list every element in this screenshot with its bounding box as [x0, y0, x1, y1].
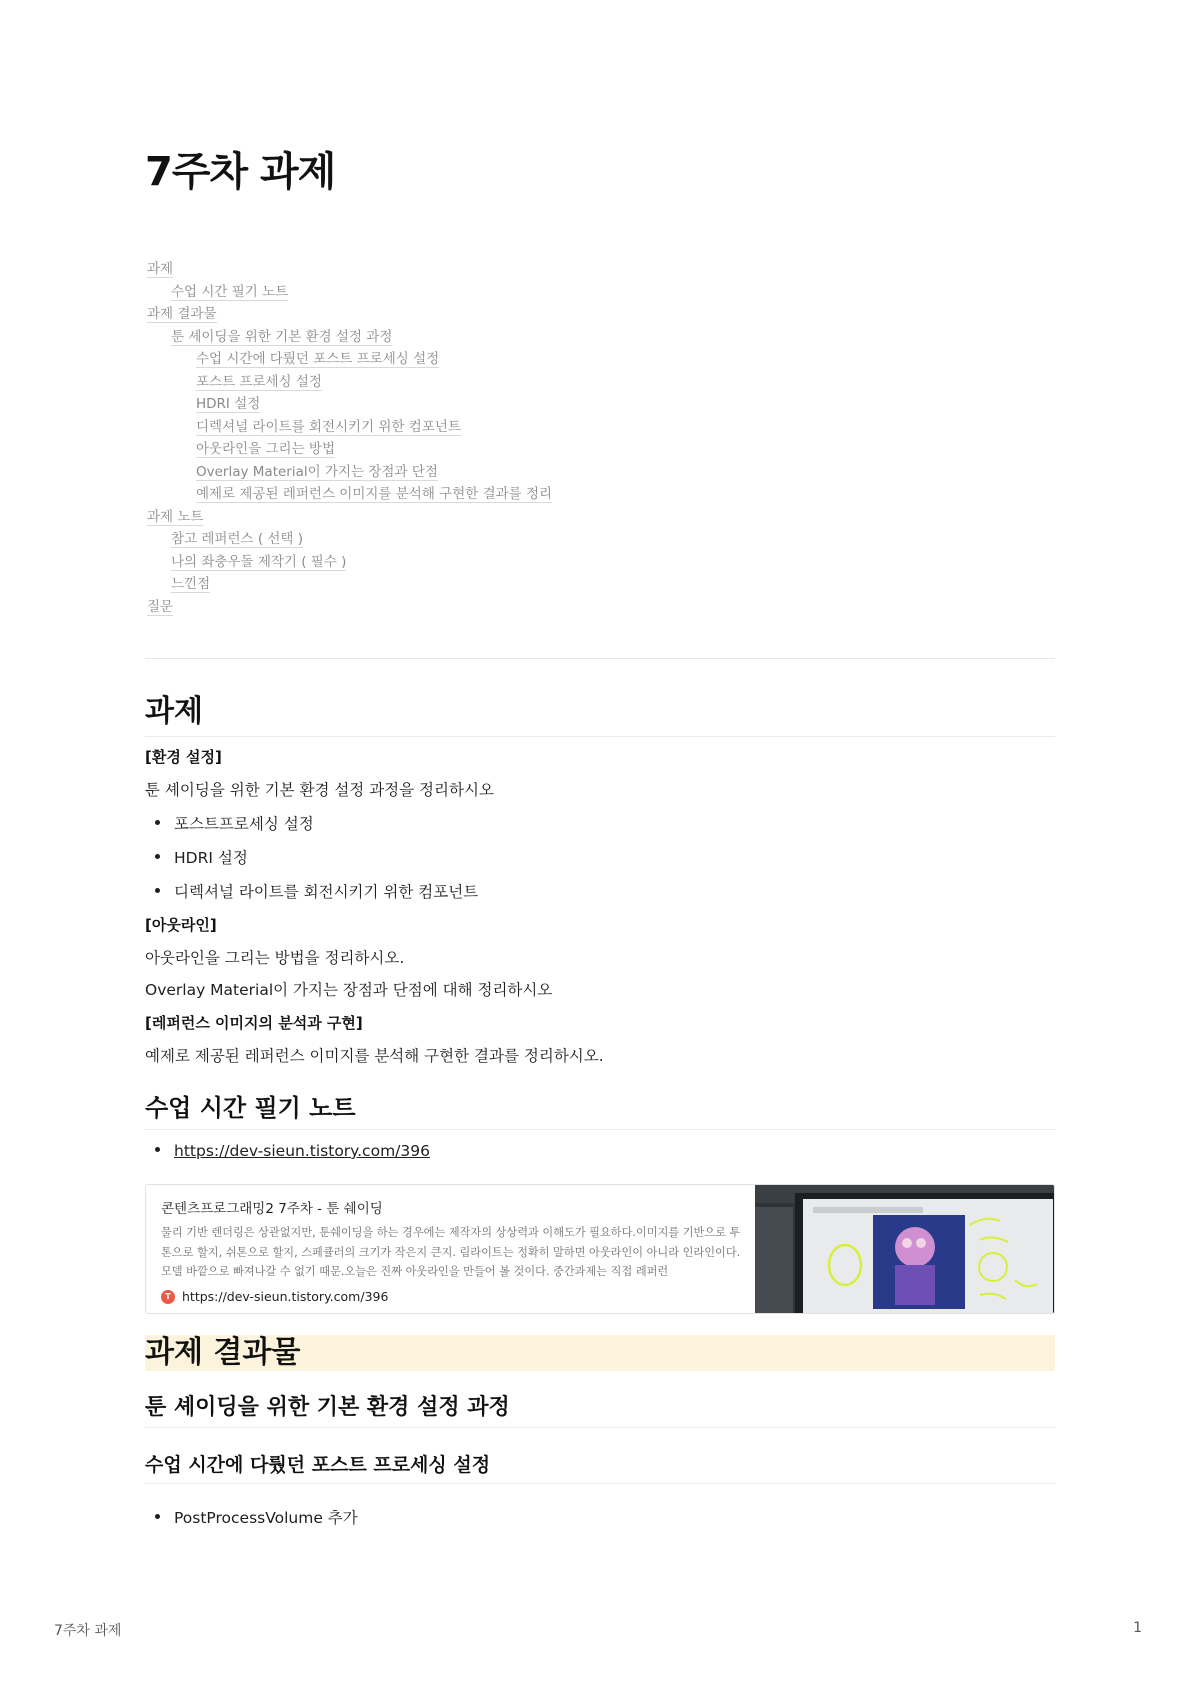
toc-item[interactable]: 수업 시간에 다뤘던 포스트 프로세싱 설정	[196, 351, 440, 367]
heading-toon-env: 툰 셰이딩을 위한 기본 환경 설정 과정	[145, 1390, 1055, 1428]
env-text: 툰 셰이딩을 위한 기본 환경 설정 과정을 정리하시오	[145, 781, 494, 799]
toc-item[interactable]: 과제 결과물	[147, 306, 217, 322]
footer-page-number: 1	[1133, 1620, 1142, 1636]
ref-label: [레퍼런스 이미지의 분석과 구현]	[145, 1014, 363, 1032]
toc-item[interactable]: 툰 셰이딩을 위한 기본 환경 설정 과정	[171, 328, 393, 345]
heading-postprocess-class: 수업 시간에 다뤘던 포스트 프로세싱 설정	[145, 1450, 1055, 1484]
heading-assignment: 과제	[145, 686, 1055, 737]
heading-results: 과제 결과물	[145, 1335, 1055, 1371]
toc-item[interactable]: 질문	[147, 598, 174, 615]
toc-item[interactable]: HDRI 설정	[196, 396, 261, 412]
bullet-icon	[155, 1147, 160, 1152]
toc-item[interactable]: Overlay Material이 가지는 장점과 단점	[196, 463, 438, 480]
list-item: PostProcessVolume 추가	[155, 1506, 358, 1528]
list-item	[155, 1142, 430, 1160]
toc-item[interactable]: 과제	[147, 261, 174, 277]
toc-item[interactable]: 나의 좌충우돌 제작기 ( 필수 )	[171, 553, 347, 570]
list-item: 디렉셔널 라이트를 회전시키기 위한 컴포넌트	[155, 880, 478, 902]
bookmark-text	[146, 1185, 755, 1313]
bullet-icon	[155, 820, 160, 825]
env-label: [환경 설정]	[145, 748, 222, 766]
list-item: 포스트프로세싱 설정	[155, 812, 314, 834]
toc-item[interactable]: 예제로 제공된 레퍼런스 이미지를 분석해 구현한 결과를 정리	[196, 486, 553, 502]
footer-document-title: 7주차 과제	[54, 1623, 122, 1639]
toc-item[interactable]: 수업 시간 필기 노트	[171, 283, 289, 300]
toc-item[interactable]: 과제 노트	[147, 508, 204, 525]
toc-item[interactable]: 포스트 프로세싱 설정	[196, 373, 322, 390]
toc-item[interactable]: 느낀점	[171, 576, 211, 592]
divider	[145, 658, 1055, 659]
toc-item[interactable]: 아웃라인을 그리는 방법	[196, 441, 335, 457]
classroom-photo-icon	[755, 1185, 1054, 1314]
page-title: 7주차 과제	[145, 149, 336, 195]
heading-class-notes: 수업 시간 필기 노트	[145, 1088, 1055, 1130]
toc-item[interactable]: 디렉셔널 라이트를 회전시키기 위한 컴포넌트	[196, 418, 461, 435]
bullet-icon	[155, 888, 160, 893]
bookmark-url-row	[161, 1289, 741, 1304]
bookmark-title: 콘텐츠프로그래밍2 7주차 - 툰 쉐이딩	[161, 1201, 383, 1217]
list-item: HDRI 설정	[155, 846, 248, 868]
toc-item[interactable]: 참고 레퍼런스 ( 선택 )	[171, 531, 304, 547]
link-bookmark-card[interactable]	[145, 1184, 1055, 1314]
bullet-icon	[155, 854, 160, 859]
bookmark-thumbnail	[755, 1185, 1054, 1314]
notes-link[interactable]: https://dev-sieun.tistory.com/396	[174, 1142, 430, 1160]
outline-text-1: 아웃라인을 그리는 방법을 정리하시오.	[145, 949, 405, 967]
outline-label: [아웃라인]	[145, 916, 217, 934]
bookmark-description: 물리 기반 렌더링은 상관없지만, 툰쉐이딩을 하는 경우에는 제작자의 상상력과 이해도가 필요하다.이미지를 기반으로 투톤으로 할지, 쉬톤으로 할지, 스페큘러의 크기가 작은지 큰지. 림라이트는 정확히 말하면 아웃라인이 아니라 인라인이다. 모델 바깥으로 빠져나갈 수 없기 때문.오늘은 진짜 아웃라인을 만들어 볼 것이다. 중간과제는 직접 레퍼런	[161, 1226, 741, 1278]
bullet-icon	[155, 1514, 160, 1519]
table-of-contents	[147, 258, 747, 618]
ref-text: 예제로 제공된 레퍼런스 이미지를 분석해 구현한 결과를 정리하시오.	[145, 1047, 604, 1065]
outline-text-2: Overlay Material이 가지는 장점과 단점에 대해 정리하시오	[145, 981, 553, 999]
tistory-favicon-icon: T	[161, 1290, 175, 1304]
bookmark-url: https://dev-sieun.tistory.com/396	[182, 1289, 389, 1304]
